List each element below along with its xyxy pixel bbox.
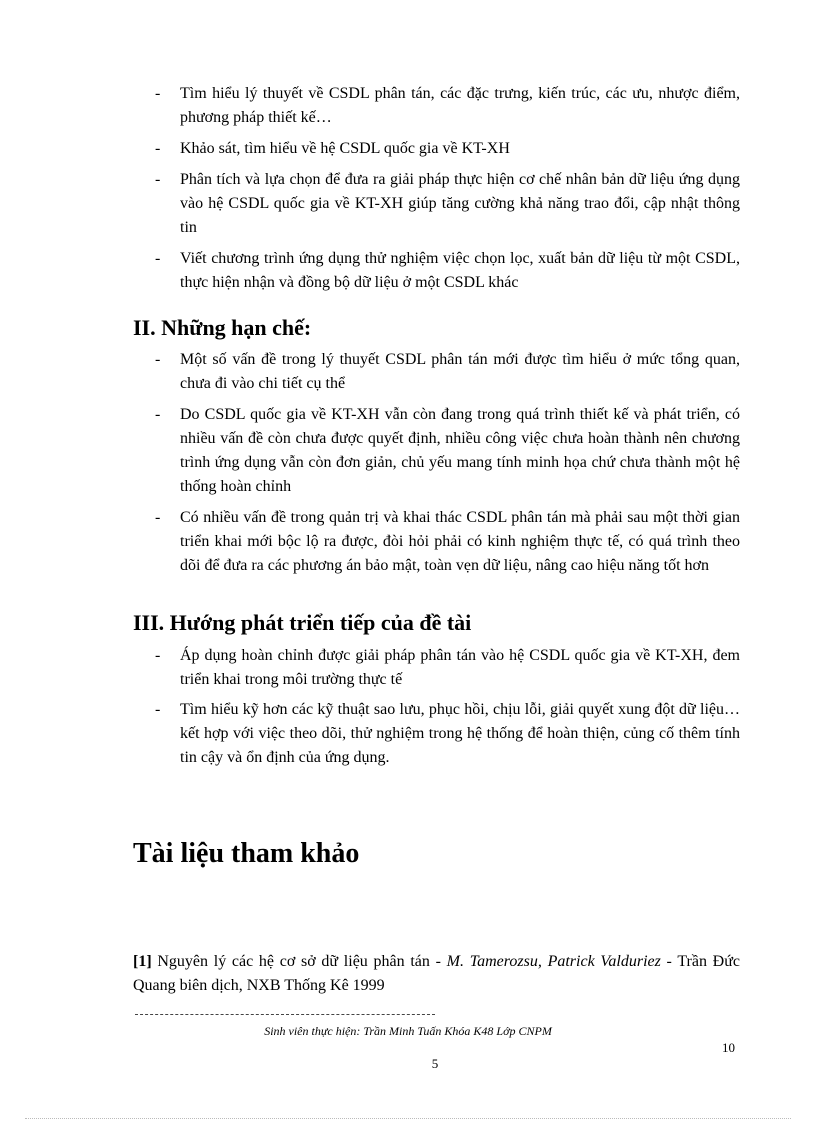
footer-student-line: Sinh viên thực hiện: Trần Minh Tuấn Khóa K48 Lớp CNPM [264, 1024, 552, 1038]
list-item: - Tìm hiểu kỹ hơn các kỹ thuật sao lưu, phục hồi, chịu lỗi, giải quyết xung đột dữ liệu… kết hợp với việc theo dõi, thử nghiệm trong hệ thống để hoàn thiện, củng cố thêm tính tin cậy và ổn định của ứng dụng. [155, 701, 740, 766]
list-item: - Tìm hiểu lý thuyết về CSDL phân tán, các đặc trưng, kiến trúc, các ưu, nhược điểm, phương pháp thiết kế… [155, 85, 740, 126]
footer-divider [135, 1014, 435, 1015]
reference-item [133, 950, 740, 998]
section-heading-limitations: II. Những hạn chế: [133, 315, 312, 340]
future-work-list [155, 644, 740, 776]
reference-publisher: - Trần Đức Quang biên dịch, NXB Thống Kê 1999 [133, 953, 740, 994]
list-item: - Có nhiều vấn đề trong quản trị và khai thác CSDL phân tán mà phải sau một thời gian triển khai mới bộc lộ ra được, đòi hỏi phải có kinh nghiệm thực tế, có quá trình theo dõi để đưa ra các phương án bảo mật, toàn vẹn dữ liệu, nâng cao hiệu năng tốt hơn [155, 509, 740, 574]
list-item: - Do CSDL quốc gia về KT-XH vẫn còn đang trong quá trình thiết kế và phát triển, có nhiều vấn đề còn chưa được quyết định, nhiều công việc chưa hoàn thành nên chương trình ứng dụng vẫn còn đơn giản, chủ yếu mang tính minh họa chứ chưa thành một hệ thống hoàn chỉnh [155, 406, 740, 495]
page-number-center: 5 [431, 1056, 439, 1071]
reference-number: [1] [133, 953, 152, 970]
list-item: - Viết chương trình ứng dụng thử nghiệm việc chọn lọc, xuất bản dữ liệu từ một CSDL, thực hiện nhận và đồng bộ dữ liệu ở một CSDL khác [155, 250, 740, 291]
page-bottom-border [25, 1118, 791, 1119]
list-item: - Áp dụng hoàn chỉnh được giải pháp phân tán vào hệ CSDL quốc gia về KT-XH, đem triển khai trong môi trường thực tế [155, 647, 740, 688]
list-item: - Khảo sát, tìm hiểu về hệ CSDL quốc gia về KT-XH [155, 140, 510, 157]
page-number-right: 10 [722, 1040, 735, 1055]
references-title: Tài liệu tham khảo [133, 838, 360, 869]
reference-authors: M. Tamerozsu, Patrick Valduriez [446, 953, 661, 970]
list-item: - Phân tích và lựa chọn để đưa ra giải pháp thực hiện cơ chế nhân bản dữ liệu ứng dụng vào hệ CSDL quốc gia về KT-XH giúp tăng cường khả năng trao đổi, cập nhật thông tin [155, 171, 740, 236]
limitations-list [155, 348, 740, 585]
objectives-list [155, 82, 740, 302]
reference-title: Nguyên lý các hệ cơ sở dữ liệu phân tán - [157, 953, 447, 970]
section-heading-future-work: III. Hướng phát triển tiếp của đề tài [133, 610, 472, 635]
list-item: - Một số vấn đề trong lý thuyết CSDL phân tán mới được tìm hiểu ở mức tổng quan, chưa đi vào chi tiết cụ thể [155, 351, 740, 392]
